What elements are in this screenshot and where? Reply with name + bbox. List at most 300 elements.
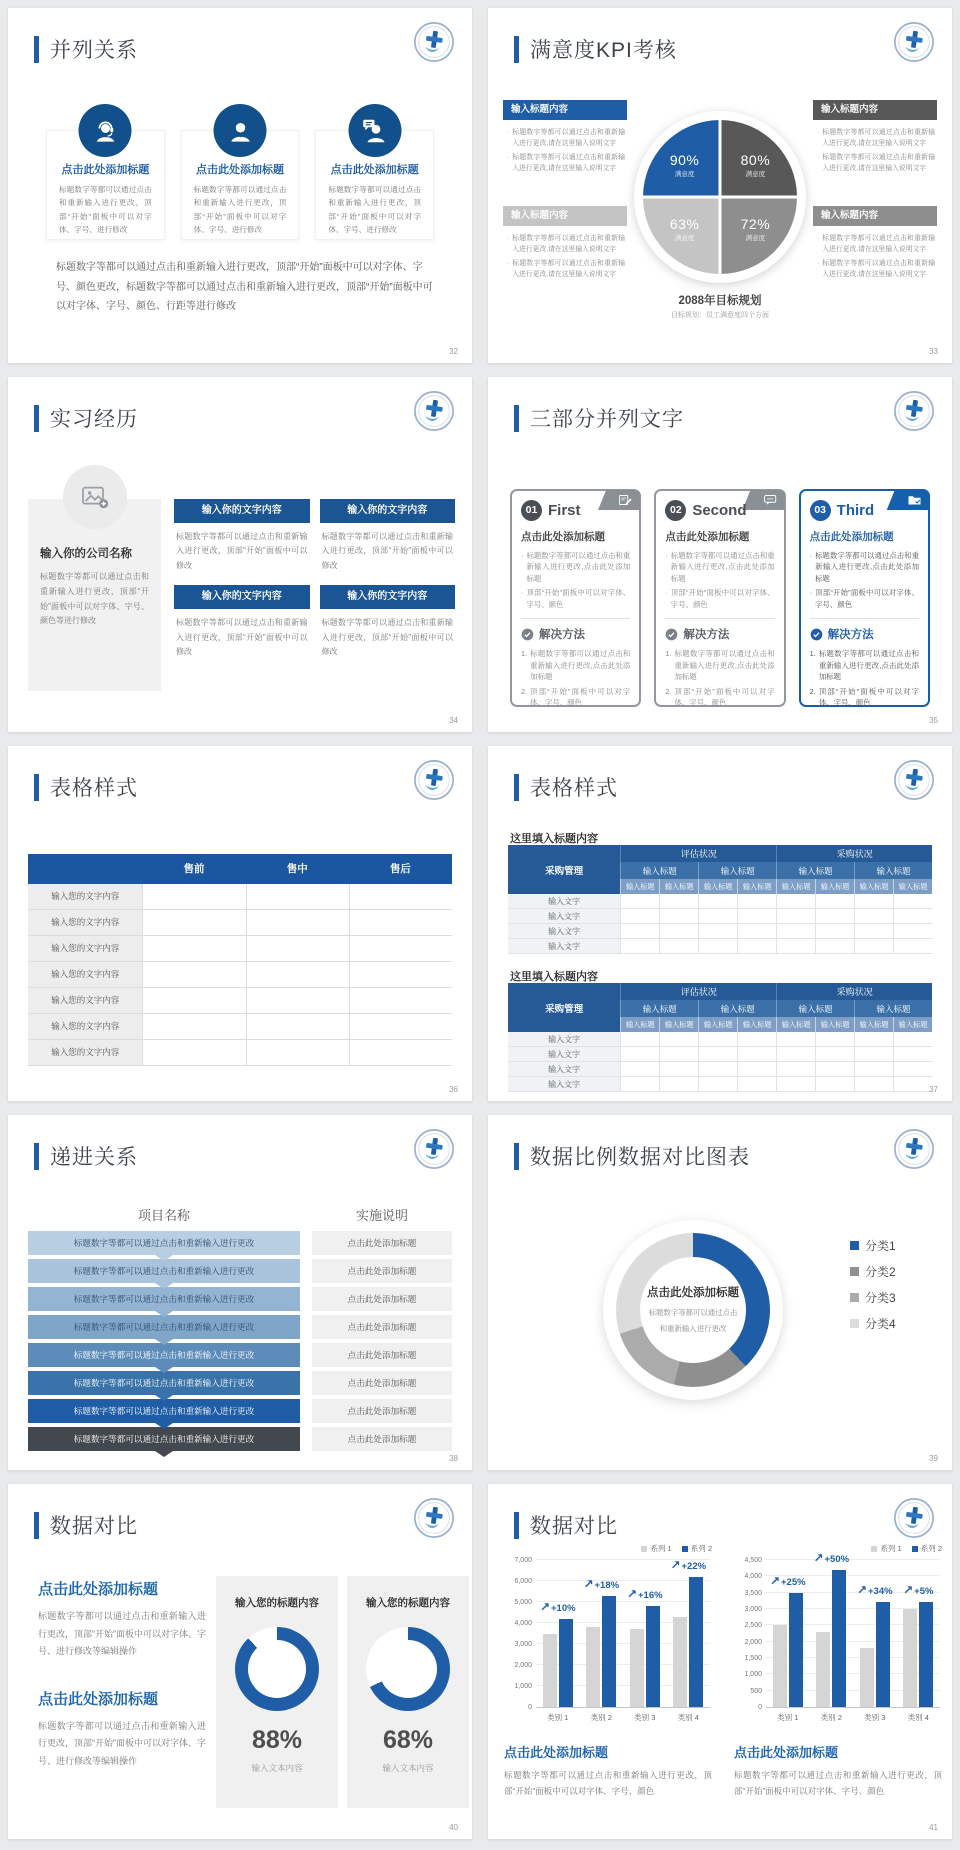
- note-cell: 点击此处添加标题: [312, 1371, 452, 1395]
- empty-cell: [349, 1014, 452, 1039]
- table-row: [28, 910, 452, 936]
- y-tick-label: 2,500: [744, 1622, 762, 1630]
- slide-title-text: 实习经历: [50, 408, 138, 431]
- slide-33-kpi[interactable]: [488, 8, 952, 363]
- feature-card: [46, 130, 165, 240]
- step-name: Third: [836, 502, 875, 519]
- row-label-cell: 输入您的文字内容: [28, 962, 142, 987]
- y-tick-label: 1,000: [514, 1683, 532, 1691]
- donut-legend-swatch: [850, 1241, 859, 1250]
- row-label-cell: 输入文字: [508, 894, 620, 909]
- card-bullet: · 标题数字等都可以通过点击和重新输入进行更改,点击此处添加标题: [665, 551, 775, 583]
- sub-header-cell: 输入标题: [854, 1000, 932, 1017]
- empty-cell: [893, 939, 932, 954]
- up-right-arrow-icon: ↗: [856, 1583, 867, 1598]
- plot-area: [514, 1557, 710, 1722]
- slide-title-text: 数据对比: [530, 1515, 618, 1538]
- slide-title: [514, 1510, 618, 1540]
- person-chat-icon: [348, 104, 401, 157]
- bar-series1: [860, 1648, 874, 1707]
- progression-row: [28, 1259, 452, 1283]
- empty-cell: [659, 894, 698, 909]
- sub-sub-header-cell: 输入标题: [815, 1017, 854, 1032]
- empty-cell: [349, 962, 452, 987]
- empty-cell: [815, 1047, 854, 1062]
- text-box: [320, 585, 456, 659]
- group-header-cell: 评估状况: [620, 983, 776, 1000]
- y-tick-label: 3,000: [514, 1641, 532, 1648]
- school-logo-icon: [893, 390, 935, 432]
- empty-cell: [698, 909, 737, 924]
- legend-swatch: [641, 1546, 647, 1552]
- x-tick-label: 类别 2: [820, 1713, 842, 1722]
- card-heading: 点击此处添加标题: [521, 531, 605, 543]
- bar-annotation: ↗+5%: [903, 1583, 934, 1598]
- step-card-first: [510, 489, 641, 707]
- matrix-table-1: [508, 845, 932, 954]
- sub-sub-header-cell: 输入标题: [893, 1017, 932, 1032]
- empty-cell: [776, 924, 815, 939]
- empty-cell: [776, 909, 815, 924]
- progression-rows: [28, 1231, 452, 1455]
- note-cell: 点击此处添加标题: [312, 1399, 452, 1423]
- empty-cell: [246, 936, 349, 961]
- sub-sub-header-cell: 输入标题: [737, 1017, 776, 1032]
- up-right-arrow-icon: ↗: [583, 1576, 594, 1591]
- legend-item: 系列 2: [682, 1543, 712, 1554]
- title-accent-bar: [34, 774, 39, 801]
- empty-cell: [854, 1062, 893, 1077]
- empty-cell: [620, 924, 659, 939]
- donut-legend-swatch: [850, 1293, 859, 1302]
- title-accent-bar: [514, 774, 519, 801]
- y-tick-label: 7,000: [514, 1557, 532, 1564]
- solution-step: 2. 顶部“开始”面板中可以对字体、字号、颜色: [521, 686, 631, 708]
- quadrant-label: 80% 满意度: [740, 151, 771, 178]
- quadrant-label: 72% 满意度: [740, 216, 771, 243]
- y-tick-label: 3,000: [744, 1606, 762, 1614]
- progression-step: 标题数字等都可以通过点击和重新输入进行更改: [28, 1259, 300, 1283]
- kpi-bullet: · 标题数字等都可以通过点击和重新输入进行更改,请在这里输入说明文字: [817, 260, 935, 278]
- text-box-body: 标题数字等都可以通过点击和重新输入进行更改，顶部“开始”面板中可以修改: [176, 532, 308, 570]
- kpi-box-title: 输入标题内容: [813, 100, 937, 120]
- company-description: 标题数字等都可以通过点击和重新输入进行更改，顶部“开始”面板中可以对字体、字号、颜色等进行修改: [40, 572, 149, 626]
- title-accent-bar: [514, 405, 519, 432]
- slide-37-table-style[interactable]: [488, 746, 952, 1101]
- solution-step: 2. 顶部“开始”面板中可以对字体、字号、颜色: [665, 686, 775, 708]
- empty-cell: [659, 1032, 698, 1047]
- empty-cell: [620, 939, 659, 954]
- empty-cell: [893, 924, 932, 939]
- kpi-bullet: · 标题数字等都可以通过点击和重新输入进行更改,请在这里输入说明文字: [507, 235, 625, 253]
- empty-cell: [620, 1062, 659, 1077]
- row-label-cell: 输入您的文字内容: [28, 1040, 142, 1065]
- empty-cell: [620, 1047, 659, 1062]
- note-cell: 点击此处添加标题: [312, 1259, 452, 1283]
- card-bullet: · 标题数字等都可以通过点击和重新输入进行更改,点击此处添加标题: [521, 551, 631, 583]
- sub-sub-header-cell: 输入标题: [893, 879, 932, 894]
- school-logo-icon: [413, 21, 455, 63]
- chart-caption: 2088年目标规划: [678, 295, 762, 307]
- plot-area: [744, 1550, 940, 1722]
- bar-series1: [630, 1629, 644, 1707]
- card-bullet: · 顶部“开始”面板中可以对字体、字号、颜色: [809, 588, 919, 609]
- progression-step: 标题数字等都可以通过点击和重新输入进行更改: [28, 1231, 300, 1255]
- school-logo-icon: [893, 21, 935, 63]
- kpi-bullet: · 标题数字等都可以通过点击和重新输入进行更改,请在这里输入说明文字: [507, 129, 625, 147]
- empty-cell: [776, 939, 815, 954]
- bar-annotation: ↗+50%: [813, 1550, 850, 1565]
- empty-cell: [698, 924, 737, 939]
- empty-cell: [815, 939, 854, 954]
- bar-annotation: ↗+34%: [856, 1583, 893, 1598]
- table-row: [28, 962, 452, 988]
- gauge-label: 输入文本内容: [251, 1763, 303, 1773]
- sub-sub-header-cell: 输入标题: [776, 1017, 815, 1032]
- bar-chart-panel: [504, 1542, 712, 1799]
- slide-title-text: 三部分并列文字: [530, 408, 684, 431]
- slide-title: [34, 1141, 138, 1171]
- progression-row: [28, 1371, 452, 1395]
- empty-cell: [737, 909, 776, 924]
- row-label-cell: 输入您的文字内容: [28, 910, 142, 935]
- table-row: [28, 1014, 452, 1040]
- text-box-title: 输入你的文字内容: [174, 585, 310, 609]
- grouped-bar-chart: [734, 1542, 942, 1722]
- bar-series2: [876, 1602, 890, 1707]
- bar-series2: [919, 1602, 933, 1707]
- page-number: 36: [449, 1085, 458, 1094]
- row-label-cell: 输入文字: [508, 1032, 620, 1047]
- slide-41-data-compare-bars[interactable]: [488, 1484, 952, 1839]
- donut-center-sub: 标题数字等都可以通过点击和重新输入进行更改: [648, 1307, 738, 1333]
- bar-series1: [773, 1625, 787, 1707]
- bar-chart-panel: [734, 1542, 942, 1799]
- x-tick-label: 类别 1: [547, 1713, 569, 1722]
- slide-paragraph: 标题数字等都可以通过点击和重新输入进行更改，顶部“开始”面板中可以对字体、字号、颜色更改，标题数字等都可以通过点击和重新输入进行更改，顶部“开始”面板中可以对字体、字号、颜色、行距等进行修改: [56, 262, 433, 312]
- block-heading: 点击此处添加标题: [38, 1581, 159, 1598]
- empty-cell: [349, 1040, 452, 1065]
- y-tick-label: 2,000: [514, 1662, 532, 1670]
- kpi-box: [813, 100, 937, 178]
- kpi-box-title: 输入标题内容: [503, 206, 627, 226]
- empty-cell: [142, 910, 245, 935]
- school-logo-icon: [413, 1497, 455, 1539]
- slide-35-three-columns[interactable]: [488, 377, 952, 732]
- gauge-title: 输入您的标题内容: [366, 1597, 450, 1609]
- legend-item: 分类4: [850, 1315, 896, 1332]
- card-heading: 点击此处添加标题: [809, 531, 894, 543]
- row-label-cell: 输入您的文字内容: [28, 1014, 142, 1039]
- slide-title: [514, 403, 684, 433]
- row-label-cell: 输入您的文字内容: [28, 988, 142, 1013]
- empty-cell: [776, 1062, 815, 1077]
- slide-40-data-compare-gauges[interactable]: [8, 1484, 472, 1839]
- empty-cell: [815, 1062, 854, 1077]
- empty-cell: [698, 894, 737, 909]
- empty-cell: [659, 939, 698, 954]
- progression-step: 标题数字等都可以通过点击和重新输入进行更改: [28, 1343, 300, 1367]
- sub-header-cell: 输入标题: [776, 1000, 854, 1017]
- text-box-body: 标题数字等都可以通过点击和重新输入进行更改，顶部“开始”面板中可以修改: [176, 618, 308, 656]
- feature-card: [181, 130, 300, 240]
- school-logo-icon: [893, 1497, 935, 1539]
- grouped-bar-chart: [504, 1542, 712, 1722]
- table-header-row: [28, 854, 452, 884]
- solution-step: 2. 顶部“开始”面板中可以对字体、字号、颜色: [809, 686, 919, 708]
- empty-cell: [142, 962, 245, 987]
- empty-cell: [246, 988, 349, 1013]
- gauge-ring-chart: [235, 1627, 319, 1711]
- text-box: [174, 585, 310, 659]
- gauge-percent: 68%: [382, 1726, 434, 1754]
- empty-cell: [698, 1047, 737, 1062]
- matrix-table-2: [508, 983, 932, 1092]
- note-cell: 点击此处添加标题: [312, 1427, 452, 1451]
- card-body: 标题数字等都可以通过点击和重新输入进行更改，顶部“开始”面板中可以对字体、字号、进行修改: [328, 185, 422, 234]
- bar-annotation: ↗+22%: [670, 1557, 707, 1572]
- slide-title-text: 表格样式: [530, 777, 618, 800]
- donut-center-title: 点击此处添加标题: [647, 1286, 739, 1299]
- panel-body: 标题数字等都可以通过点击和重新输入进行更改，顶部“开始”面板中可以对字体、字号、颜色: [734, 1770, 942, 1796]
- slide-39-donut-chart[interactable]: [488, 1115, 952, 1470]
- text-box-title: 输入你的文字内容: [174, 499, 310, 523]
- folder-icon: [884, 490, 929, 510]
- gauge-card: [347, 1576, 469, 1808]
- company-name: 输入你的公司名称: [40, 548, 132, 560]
- school-logo-icon: [413, 390, 455, 432]
- bar-series2: [689, 1577, 703, 1707]
- title-accent-bar: [514, 1143, 519, 1170]
- table-corner-cell: 采购管理: [508, 983, 620, 1032]
- text-box-body: 标题数字等都可以通过点击和重新输入进行更改，顶部“开始”面板中可以修改: [321, 618, 453, 656]
- up-right-arrow-icon: ↗: [539, 1599, 550, 1614]
- sub-sub-header-cell: 输入标题: [659, 1017, 698, 1032]
- y-tick-label: 4,000: [744, 1573, 762, 1581]
- panel-heading: 点击此处添加标题: [504, 1745, 609, 1760]
- empty-cell: [142, 936, 245, 961]
- slide-32-parallel-relation[interactable]: [8, 8, 472, 363]
- row-label-cell: 输入文字: [508, 1062, 620, 1077]
- legend-item: 系列 1: [641, 1543, 671, 1554]
- table-header-cell: 售中: [246, 854, 349, 884]
- x-tick-label: 类别 4: [677, 1713, 699, 1722]
- row-label-cell: 输入您的文字内容: [28, 884, 142, 909]
- empty-cell: [854, 924, 893, 939]
- progression-row: [28, 1427, 452, 1451]
- gauge-title: 输入您的标题内容: [235, 1597, 319, 1609]
- empty-cell: [776, 1077, 815, 1092]
- kpi-quadrant-chart: [634, 111, 806, 283]
- sub-sub-header-cell: 输入标题: [854, 1017, 893, 1032]
- empty-cell: [737, 924, 776, 939]
- group-header-cell: 采购状况: [776, 845, 932, 862]
- page-number: 39: [929, 1454, 938, 1463]
- sub-sub-header-cell: 输入标题: [659, 879, 698, 894]
- sub-header-cell: 输入标题: [776, 862, 854, 879]
- slide-title: [34, 34, 138, 64]
- table-row: [28, 1040, 452, 1065]
- y-tick-label: 6,000: [514, 1578, 532, 1585]
- empty-cell: [142, 988, 245, 1013]
- empty-cell: [854, 1032, 893, 1047]
- text-box: [320, 499, 456, 573]
- y-tick-label: 0: [528, 1704, 532, 1711]
- card-title: 点击此处添加标题: [330, 164, 419, 176]
- text-box-body: 标题数字等都可以通过点击和重新输入进行更改，顶部“开始”面板中可以修改: [321, 532, 453, 570]
- text-column: [38, 1578, 206, 1770]
- slide-title-text: 数据比例数据对比图表: [530, 1146, 750, 1169]
- gauge-ring-chart: [366, 1627, 450, 1711]
- kpi-box-title: 输入标题内容: [503, 100, 627, 120]
- bar-series2: [602, 1596, 616, 1707]
- empty-cell: [246, 962, 349, 987]
- card-title: 点击此处添加标题: [196, 164, 284, 176]
- y-tick-label: 4,500: [744, 1557, 762, 1564]
- legend-item: 分类3: [850, 1289, 896, 1306]
- progression-step: 标题数字等都可以通过点击和重新输入进行更改: [28, 1371, 300, 1395]
- empty-cell: [698, 1032, 737, 1047]
- sub-header-cell: 输入标题: [620, 862, 698, 879]
- sub-sub-header-cell: 输入标题: [698, 1017, 737, 1032]
- kpi-bullet: · 标题数字等都可以通过点击和重新输入进行更改,请在这里输入说明文字: [817, 235, 935, 253]
- quadrant-label: 63% 满意度: [669, 216, 700, 243]
- card-heading: 点击此处添加标题: [665, 531, 750, 543]
- empty-cell: [349, 988, 452, 1013]
- progression-step: 标题数字等都可以通过点击和重新输入进行更改: [28, 1315, 300, 1339]
- page-number: 40: [449, 1823, 458, 1832]
- empty-cell: [815, 1032, 854, 1047]
- slide-38-progression[interactable]: [8, 1115, 472, 1470]
- text-box: [174, 499, 310, 573]
- gauge-label: 输入文本内容: [382, 1763, 434, 1773]
- sub-sub-header-cell: 输入标题: [620, 1017, 659, 1032]
- empty-cell: [776, 1047, 815, 1062]
- legend-swatch: [682, 1546, 688, 1552]
- row-label-cell: 输入文字: [508, 924, 620, 939]
- company-card: [28, 499, 161, 691]
- solution-step: 1. 标题数字等都可以通过点击和重新输入进行更改,点击此处添加标题: [521, 649, 631, 682]
- x-tick-label: 类别 4: [907, 1713, 929, 1722]
- solution-step: 1. 标题数字等都可以通过点击和重新输入进行更改,点击此处添加标题: [665, 649, 775, 682]
- up-right-arrow-icon: ↗: [769, 1573, 780, 1588]
- legend-item: 分类1: [850, 1237, 896, 1254]
- empty-cell: [737, 939, 776, 954]
- page-number: 38: [449, 1454, 458, 1463]
- slide-36-table-style[interactable]: [8, 746, 472, 1101]
- bar-series1: [816, 1632, 830, 1707]
- slide-34-internship[interactable]: [8, 377, 472, 732]
- note-icon: [595, 490, 640, 510]
- slide-title: [34, 1510, 138, 1540]
- kpi-bullet: · 标题数字等都可以通过点击和重新输入进行更改,请在这里输入说明文字: [817, 154, 935, 172]
- sub-sub-header-cell: 输入标题: [776, 879, 815, 894]
- x-tick-label: 类别 1: [777, 1713, 799, 1722]
- presale-table: [28, 854, 452, 1066]
- page-number: 32: [449, 347, 458, 356]
- empty-cell: [815, 894, 854, 909]
- empty-cell: [246, 1040, 349, 1065]
- empty-cell: [659, 1047, 698, 1062]
- slide-title-text: 递进关系: [50, 1146, 138, 1169]
- sub-header-cell: 输入标题: [854, 862, 932, 879]
- donut-legend-swatch: [850, 1267, 859, 1276]
- table-header-cell: 售前: [142, 854, 245, 884]
- page-number: 35: [929, 716, 938, 725]
- row-label-cell: 输入文字: [508, 1077, 620, 1092]
- bar-annotation: ↗+16%: [626, 1587, 663, 1602]
- check-circle-icon: [521, 628, 534, 641]
- quadrant-label: 90% 满意度: [669, 151, 700, 178]
- support-agent-icon: [79, 104, 132, 157]
- y-tick-label: 5,000: [514, 1599, 532, 1606]
- column-header-right: 实施说明: [355, 1208, 408, 1223]
- empty-cell: [737, 1032, 776, 1047]
- feature-cards: [46, 130, 434, 240]
- row-label-cell: 输入文字: [508, 939, 620, 954]
- card-bullet: · 顶部“开始”面板中可以对字体、字号、颜色: [665, 588, 775, 609]
- table-row: [28, 988, 452, 1014]
- gauge-percent: 88%: [251, 1726, 303, 1754]
- note-cell: 点击此处添加标题: [312, 1287, 452, 1311]
- legend-swatch: [912, 1546, 918, 1552]
- sub-header-cell: 输入标题: [620, 1000, 698, 1017]
- empty-cell: [659, 909, 698, 924]
- empty-cell: [737, 894, 776, 909]
- bar-annotation: ↗+25%: [769, 1573, 806, 1588]
- kpi-bullet: · 标题数字等都可以通过点击和重新输入进行更改,请在这里输入说明文字: [507, 154, 625, 172]
- page-number: 33: [929, 347, 938, 356]
- slide-title: [514, 34, 677, 64]
- school-logo-icon: [413, 1128, 455, 1170]
- chart-subcaption: 目标规划：员工满意度四个方面: [671, 312, 769, 319]
- y-tick-label: 1,000: [744, 1671, 762, 1679]
- bar-annotation: ↗+10%: [539, 1599, 576, 1614]
- title-accent-bar: [514, 1512, 519, 1539]
- sub-header-cell: 输入标题: [698, 1000, 776, 1017]
- image-placeholder-icon: [63, 465, 127, 529]
- row-label-cell: 输入文字: [508, 1047, 620, 1062]
- slide-title: [514, 772, 618, 802]
- title-accent-bar: [34, 1512, 39, 1539]
- progression-step: 标题数字等都可以通过点击和重新输入进行更改: [28, 1399, 300, 1423]
- block-body: 标题数字等都可以通过点击和重新输入进行更改，顶部“开始”面板中可以对字体、字号、进行修改等编辑操作: [38, 1611, 206, 1657]
- bar-series2: [832, 1570, 846, 1707]
- up-right-arrow-icon: ↗: [670, 1557, 681, 1572]
- progression-row: [28, 1287, 452, 1311]
- step-card-second: [654, 489, 785, 707]
- school-logo-icon: [413, 759, 455, 801]
- kpi-box: [813, 206, 937, 284]
- solution-step: 1. 标题数字等都可以通过点击和重新输入进行更改,点击此处添加标题: [809, 649, 919, 682]
- block-heading: 点击此处添加标题: [38, 1690, 159, 1708]
- step-card-third: [799, 489, 930, 707]
- group-header-cell: 采购状况: [776, 983, 932, 1000]
- table-row: [28, 884, 452, 910]
- slide-title: [34, 403, 138, 433]
- empty-cell: [142, 1014, 245, 1039]
- step-number: 02: [665, 500, 686, 521]
- kpi-bullet: · 标题数字等都可以通过点击和重新输入进行更改,请在这里输入说明文字: [817, 129, 935, 147]
- progression-step: 标题数字等都可以通过点击和重新输入进行更改: [28, 1427, 300, 1451]
- step-name: First: [548, 502, 581, 519]
- divider: [810, 618, 919, 619]
- empty-cell: [246, 884, 349, 909]
- empty-cell: [893, 1077, 932, 1092]
- row-label-cell: 输入您的文字内容: [28, 936, 142, 961]
- sub-sub-header-cell: 输入标题: [698, 879, 737, 894]
- legend-item: 分类2: [850, 1263, 896, 1280]
